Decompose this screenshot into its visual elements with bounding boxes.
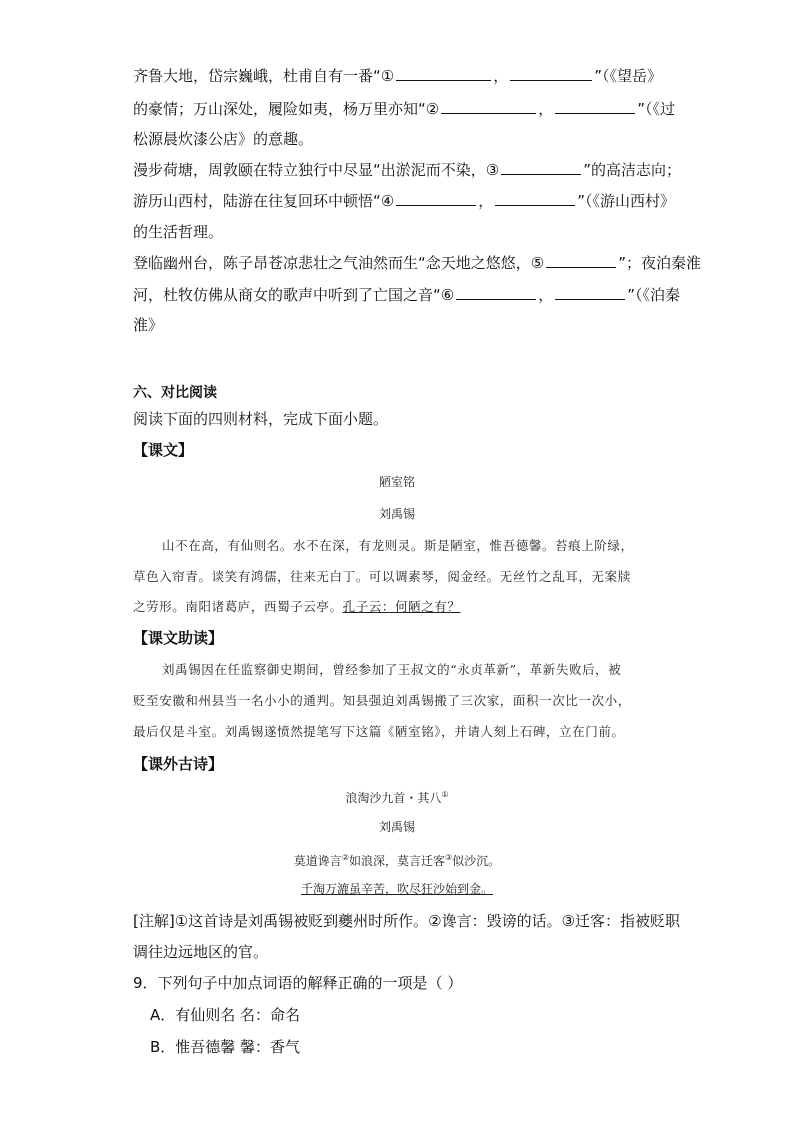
- text: ”（《泊秦: [627, 286, 681, 304]
- text: ”；夜泊秦淮: [618, 254, 702, 272]
- text: 河，杜牧仿佛从商女的歌声中听到了亡国之音“: [133, 286, 441, 304]
- label-kewen: 【课文】: [133, 441, 194, 459]
- text: ，: [538, 100, 554, 118]
- poem-verse: [0, 880, 794, 898]
- fill-line-8: [133, 285, 680, 305]
- text: ，: [478, 192, 494, 210]
- passage-line: [133, 598, 461, 616]
- fill-line-4: [133, 160, 681, 180]
- blank-number-4: ④: [380, 192, 395, 210]
- answer-blank[interactable]: [396, 191, 476, 206]
- blank-number-6: ⑥: [440, 286, 455, 304]
- answer-blank[interactable]: [510, 66, 592, 81]
- text: 漫步荷塘，周敦颐在特立独行中尽显“出淤泥而不染，: [133, 161, 486, 179]
- text: ”（《游山西村》: [577, 192, 676, 210]
- blank-number-5: ⑤: [530, 254, 545, 272]
- annotation: [注解]①这首诗是刘禹锡被贬到夔州时所作。②谗言：毁谤的话。③迁客：指被贬职: [133, 912, 681, 930]
- answer-blank[interactable]: [555, 285, 625, 300]
- footnote-marker: ①: [441, 790, 449, 799]
- text: ”（《过: [637, 100, 676, 118]
- footnote-marker: ③: [445, 853, 453, 862]
- fill-line-5: [133, 191, 675, 211]
- text: ”的高洁志向；: [583, 161, 682, 179]
- fill-line-7: [133, 253, 701, 273]
- label-zhudu: 【课文助读】: [133, 629, 224, 647]
- text-author: 刘禹锡: [378, 507, 415, 521]
- underlined-sentence: 孔子云：何陋之有？: [342, 599, 461, 614]
- underlined-verse: 千淘万漉虽辛苦，吹尽狂沙始到金。: [300, 882, 493, 896]
- section-heading: 六、对比阅读: [133, 385, 217, 401]
- option-a[interactable]: A．有仙则名 名：命名: [150, 1006, 301, 1024]
- text: ，: [538, 286, 554, 304]
- poem-verse: [0, 849, 794, 870]
- fill-line-6: 的生活哲理。: [133, 223, 224, 241]
- poem-author: 刘禹锡: [378, 820, 415, 834]
- passage-line: 山不在高，有仙则名。水不在深，有龙则灵。斯是陋室，惟吾德馨。苔痕上阶绿，: [162, 538, 634, 553]
- text: 之劳形。南阳诸葛庐，西蜀子云亭。: [133, 599, 343, 614]
- text: 莫道谗言: [293, 854, 342, 868]
- answer-blank[interactable]: [501, 160, 581, 175]
- answer-blank[interactable]: [555, 99, 635, 114]
- text: 游历山西村，陆游在往复回环中顿悟“: [133, 192, 381, 210]
- answer-blank[interactable]: [546, 253, 616, 268]
- fill-line-1: [133, 66, 662, 86]
- answer-blank[interactable]: [456, 285, 536, 300]
- text: 似沙沉。: [452, 854, 501, 868]
- fill-line-3: 松源晨炊漆公店》的意趣。: [133, 130, 314, 148]
- blank-number-2: ②: [425, 100, 440, 118]
- footnote-marker: ②: [341, 853, 349, 862]
- text: ”（《望岳》: [594, 67, 663, 85]
- passage-line: 最后仅是斗室。刘禹锡遂愤然提笔写下这篇《陋室铭》，并请人刻上石碑，立在门前。: [133, 724, 625, 739]
- fill-line-9: 淮》: [133, 316, 164, 334]
- passage-line: 贬至安徽和州县当一名小小的通判。知县强迫刘禹锡搬了三次家，面积一次比一次小，: [133, 693, 631, 708]
- question-9: 9．下列句子中加点词语的解释正确的一项是（ ）: [133, 974, 463, 992]
- blank-number-1: ①: [380, 67, 395, 85]
- text: 的豪情；万山深处，履险如夷，杨万里亦知“: [133, 100, 426, 118]
- text: 登临幽州台，陈子昂苍凉悲壮之气油然而生“念天地之悠悠，: [133, 254, 531, 272]
- answer-blank[interactable]: [441, 99, 536, 114]
- answer-blank[interactable]: [495, 191, 575, 206]
- blank-number-3: ③: [485, 161, 500, 179]
- passage-line: 草色入帘青。谈笑有鸿儒，往来无白丁。可以调素琴，阅金经。无丝竹之乱耳，无案牍: [133, 569, 631, 584]
- annotation: 调往边远地区的官。: [133, 943, 269, 961]
- text: 浪淘沙九首・其八: [345, 791, 442, 805]
- answer-blank[interactable]: [396, 66, 491, 81]
- text: 如浪深，莫言迁客: [348, 854, 445, 868]
- option-b[interactable]: B．惟吾德馨 馨：香气: [150, 1038, 301, 1056]
- fill-line-2: [133, 99, 675, 119]
- text: ，: [493, 67, 509, 85]
- poem-title: [0, 786, 794, 807]
- instructions: 阅读下面的四则材料，完成下面小题。: [133, 410, 389, 428]
- text: 齐鲁大地，岱宗巍峨，杜甫自有一番“: [133, 67, 381, 85]
- label-poem: 【课外古诗】: [133, 755, 224, 773]
- text-title: 陋室铭: [378, 475, 415, 489]
- passage-line: 刘禹锡因在任监察御史期间，曾经参加了王叔文的“永贞革新”，革新失败后，被: [162, 662, 622, 677]
